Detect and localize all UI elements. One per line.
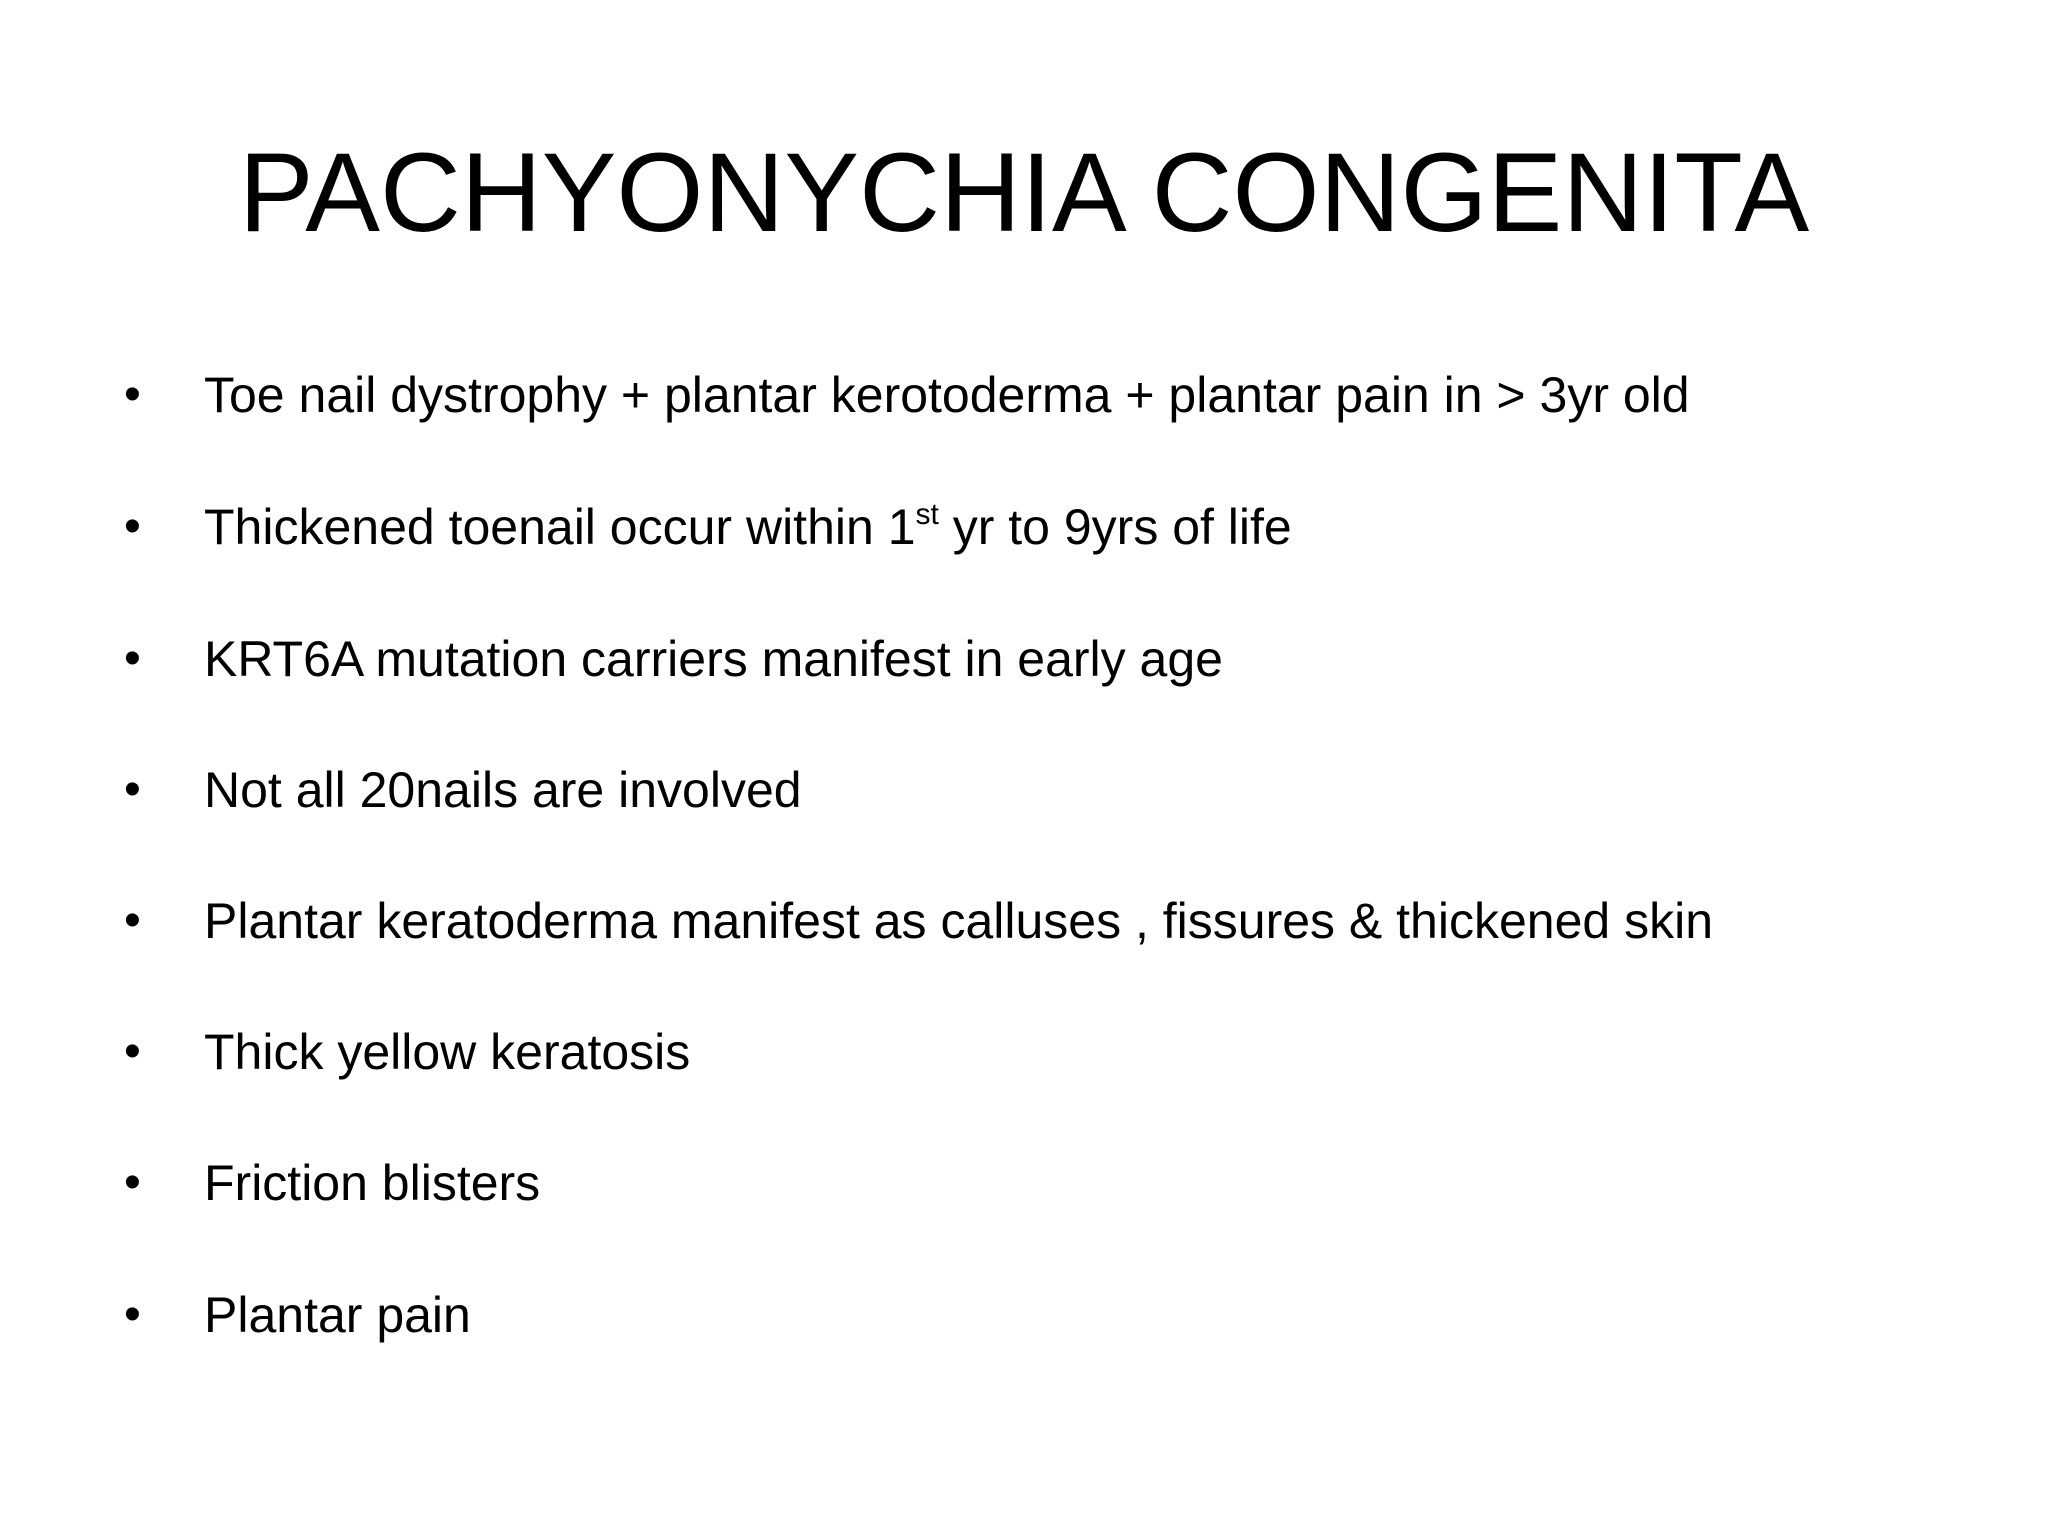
bullet-text: Not all 20nails are involved: [204, 762, 802, 818]
bullet-icon: •: [124, 1288, 141, 1341]
superscript: st: [915, 498, 939, 531]
bullet-icon: •: [124, 632, 141, 685]
bullet-text-part: yr to 9yrs of life: [938, 499, 1292, 555]
bullet-icon: •: [124, 1156, 141, 1209]
bullet-text: Thick yellow keratosis: [204, 1024, 691, 1080]
bullet-text: Plantar keratoderma manifest as calluses , fissures & thickened skin: [204, 893, 1714, 949]
bullet-item: [0, 1148, 2048, 1218]
bullet-icon: •: [124, 894, 141, 947]
bullet-text-part: Thickened toenail occur within 1: [204, 499, 916, 555]
bullet-item: [0, 755, 2048, 825]
bullet-text: [204, 492, 1292, 570]
bullet-text: KRT6A mutation carriers manifest in early age: [204, 631, 1223, 687]
bullet-text: Friction blisters: [204, 1155, 541, 1211]
bullet-item: [0, 1280, 2048, 1350]
bullet-item: [0, 492, 2048, 562]
bullet-icon: •: [124, 1025, 141, 1078]
bullet-icon: •: [124, 763, 141, 816]
slide-title: PACHYONYCHIA CONGENITA: [238, 130, 1810, 255]
bullet-item: [0, 624, 2048, 694]
bullet-icon: •: [124, 368, 141, 421]
bullet-item: [0, 1017, 2048, 1087]
bullet-item: [0, 886, 2048, 956]
bullet-icon: •: [124, 500, 141, 553]
bullet-text: Toe nail dystrophy + plantar kerotoderma + plantar pain in > 3yr old: [204, 367, 1690, 423]
bullet-item: [0, 360, 2048, 430]
bullet-text: Plantar pain: [204, 1287, 471, 1343]
